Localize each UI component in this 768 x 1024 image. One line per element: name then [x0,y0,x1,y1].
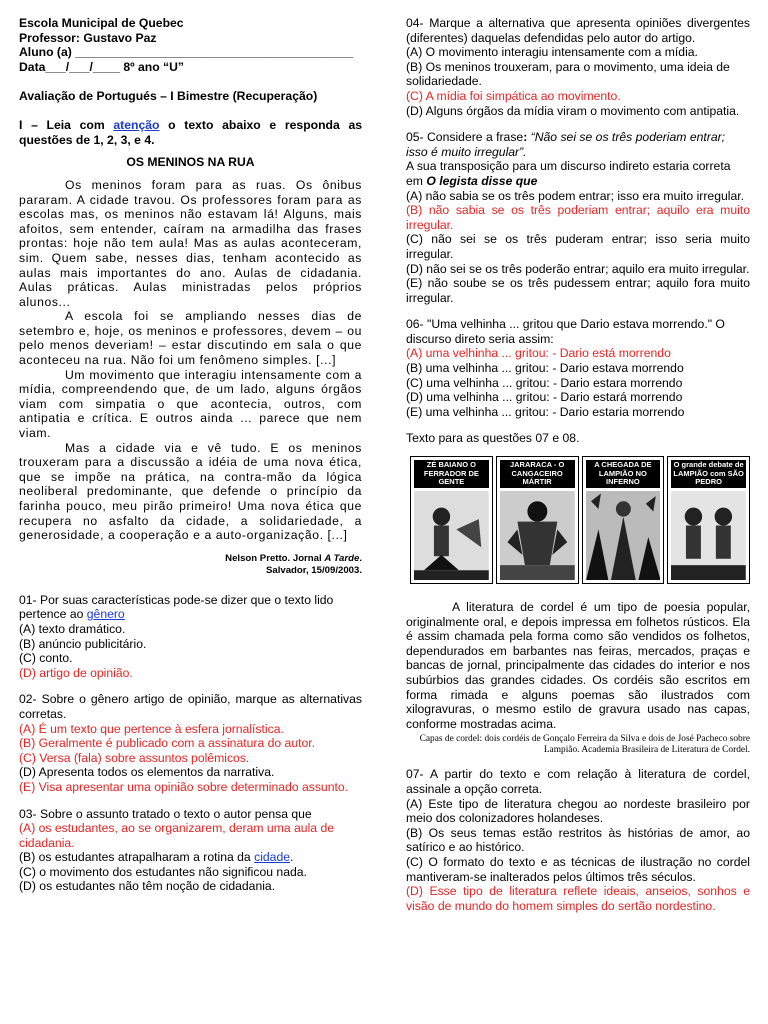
q03-option[interactable]: (D) os estudantes não têm noção de cidadania. [19,879,276,894]
right-column [406,16,750,913]
question-02 [19,692,362,794]
woodcut-illustration [414,491,489,581]
story-title: OS MENINOS NA RUA [126,155,255,170]
q01-option-correct[interactable]: (D) artigo de opinião. [19,665,133,680]
question-07 [406,767,750,913]
school-name: Escola Municipal de Quebec [19,16,184,30]
cordel-covers [410,456,750,584]
q02-option-correct[interactable]: (B) Geralmente é publicado com a assinatura do autor. [19,736,316,751]
q02-option-correct[interactable]: (E) Visa apresentar uma opinião sobre determinado assunto. [19,779,349,794]
question-04 [406,16,750,118]
q06-option[interactable]: (E) uma velhinha ... gritou: - Dario estaria morrendo [406,404,685,419]
story-paragraph: Os meninos foram para as ruas. Os ônibus pararam. A cidade travou. Os professores foram para as escolas mas, os meninos não estavam lá! Alguns, mais afoitos, sem entender, caíram na armadilha das frases prontas: hoje não tem aula! Mas as aulas aconteceram, sim. Quem sabe, nesses dias, tenham acontecido as aulas mais importantes do ano. Aulas de cidadania. Aulas práticas. Aulas ministradas pelos próprios alunos... [19,177,362,309]
cover-title: JARARACA - O CANGACEIRO MÁRTIR [500,460,575,488]
cover-title: ZÉ BAIANO O FERRADOR DE GENTE [414,460,489,488]
q01-option[interactable]: (C) conto. [19,651,73,666]
q05-stem: 05- Considere a frase: “Não sei se os três poderiam entrar; isso é muito irregular”. [406,130,726,159]
date-line: Data___/___/____ 8º ano “U” [19,59,185,74]
q06-option[interactable]: (B) uma velhinha ... gritou: - Dario estava morrendo [406,361,684,376]
story-credit: Nelson Pretto. Jornal A Tarde. [225,552,362,564]
q03-stem: 03- Sobre o assunto tratado o texto o autor pensa que [19,806,312,821]
cordel-caption: Capas de cordel: dois cordéis de Gonçalo Ferreira da Silva e dois de José Pacheco sobre Lampião. Academia Brasileira de Literatura de Cordel. [419,734,750,755]
q02-stem: 02- Sobre o gênero artigo de opinião, marque as alternativas corretas. [19,692,362,721]
q06-option[interactable]: (C) uma velhinha ... gritou: - Dario estara morrendo [406,375,683,390]
q06-option-correct[interactable]: (A) uma velhinha ... gritou: - Dario está morrendo [406,346,671,361]
q07-option-correct[interactable]: (D) Esse tipo de literatura reflete ideais, anseios, sonhos e visão de mundo do homem simples do sertão nordestino. [406,884,750,913]
q04-option[interactable]: (D) Alguns órgãos da mídia viram o movimento com antipatia. [406,103,740,118]
instruction: I – Leia com atenção o texto abaixo e responda as questões de 1, 2, 3, e 4. [19,118,363,147]
q01-stem: 01- Por suas características pode-se dizer que o texto lido pertence ao gênero [19,592,334,622]
teacher-name: Professor: Gustavo Paz [19,30,157,45]
q05-option-correct[interactable]: (B) não sabia se os três poderiam entrar; aquilo era muito irregular. [406,203,750,232]
question-01 [19,593,362,681]
q04-option[interactable]: (A) O movimento interagiu intensamente com a mídia. [406,45,698,60]
woodcut-illustration [500,491,575,581]
left-column [19,16,362,894]
story-text [19,178,362,543]
exam-title: Avaliação de Portugués – I Bimestre (Recuperação) [19,88,318,103]
q07-option[interactable]: (C) O formato do texto e as técnicas de ilustração no cordel mantiveram-se inalterados pelos últimos três séculos. [406,854,750,884]
story-paragraph: A escola foi se ampliando nesses dias de setembro e, hoje, os meninos e professores, devem – ou pelo menos deveriam! – estar discutindo em sala o que aconteceu na rua. Não foi um fenômeno simples. [...] [19,309,362,368]
q07-option[interactable]: (B) Os seus temas estão restritos às histórias de amor, ao satírico e ao histórico. [406,825,750,855]
q06-option[interactable]: (D) uma velhinha ... gritou: - Dario estará morrendo [406,390,683,405]
q05-stem-2: A sua transposição para um discurso indireto estaria correta em O legista disse que [406,159,731,188]
q05-option[interactable]: (C) não sei se os três puderam entrar; isso seria muito irregular. [406,232,750,261]
q01-option[interactable]: (A) texto dramático. [19,621,126,636]
attention-link[interactable]: atenção [113,118,160,133]
genre-link[interactable]: gênero [86,607,125,622]
q05-option[interactable]: (E) não soube se os três pudessem entrar; aquilo fora muito irregular. [406,276,750,305]
story-credit-place: Salvador, 15/09/2003. [265,564,362,576]
q02-option[interactable]: (D) Apresenta todos os elementos da narrativa. [19,765,275,780]
q05-option[interactable]: (D) não sei se os três poderão entrar; aquilo era muito irregular. [406,261,750,276]
q03-option[interactable]: (B) os estudantes atrapalharam a rotina da cidade. [19,850,294,865]
cordel-cover-image [496,456,579,584]
question-06 [406,317,750,419]
cordel-cover-image [582,456,665,584]
q05-option[interactable]: (A) não sabia se os três podem entrar; isso era muito irregular. [406,188,745,203]
q03-option[interactable]: (C) o movimento dos estudantes não significou nada. [19,864,307,879]
story-paragraph: Um movimento que interagiu intensamente com a mídia, compreendendo que, de um lado, alguns órgãos viam com simpatia o que acontecia, outros, com antipatia e crítica. E outros ainda ... parece que nem viam. [19,367,362,441]
q02-option-correct[interactable]: (A) É um texto que pertence à esfera jornalística. [19,721,284,736]
student-line: Aluno (a) _________________________________________ [19,45,354,60]
q04-stem: 04- Marque a alternativa que apresenta opiniões divergentes (diferentes) daquelas defendidas pelo autor do artigo. [406,16,750,45]
cordel-cover-image [410,456,493,584]
question-03 [19,807,362,895]
cordel-cover-image [667,456,750,584]
q04-option-correct[interactable]: (C) A mídia foi simpática ao movimento. [406,88,621,103]
q07-stem: 07- A partir do texto e com relação à literatura de cordel, assinale a opção correta. [406,767,750,796]
q04-option[interactable]: (B) Os meninos trouxeram, para o movimento, uma ideia de solidariedade. [406,59,730,89]
woodcut-illustration [586,491,661,581]
q06-stem: 06- "Uma velhinha ... gritou que Dario estava morrendo." O discurso direto seria assim: [406,317,725,346]
cover-title: A CHEGADA DE LAMPIÃO NO INFERNO [586,460,661,488]
city-link[interactable]: cidade [254,850,291,865]
cordel-text: A literatura de cordel é um tipo de poesia popular, originalmente oral, e depois impressa em folhetos rústicos. Ela é assim chamada pela forma como são vendidos os folhetos, dependurados em barbantes nas feiras, mercados, praças e bancas de jornal, principalmente das cidades do interior e nos subúrbios das grandes cidades. Os cordéis são escritos em forma rimada e alguns poemas são ilustrados com xilogravuras, o mesmo estilo de gravura usado nas capas, conforme mostradas acima. [406,600,750,731]
q07-option[interactable]: (A) Este tipo de literatura chegou ao nordeste brasileiro por meio dos colonizadores holandeses. [406,796,750,826]
woodcut-illustration [671,491,746,581]
cordel-intro: Texto para as questões 07 e 08. [406,431,580,446]
q03-option-correct[interactable]: (A) os estudantes, ao se organizarem, deram uma aula de cidadania. [19,821,335,850]
cover-title: O grande debate de LAMPIÃO com SÃO PEDRO [671,460,746,488]
story-paragraph: Mas a cidade via e vê tudo. E os meninos trouxeram para a discussão a idéia de uma nova ética, que se impõe na prática, na contra-mão da lógica neoliberal predominante, que defende o princípio da farinha pouco, meu pirão primeiro! Uma nova ética que recupera no asfalto da cidade, a solidariedade, a generosidade, a cooperação e a auto-organização. [...] [19,440,362,543]
q02-option-correct[interactable]: (C) Versa (fala) sobre assuntos polêmicos. [19,750,250,765]
q01-option[interactable]: (B) anúncio publicitário. [19,636,147,651]
question-05 [406,130,750,305]
